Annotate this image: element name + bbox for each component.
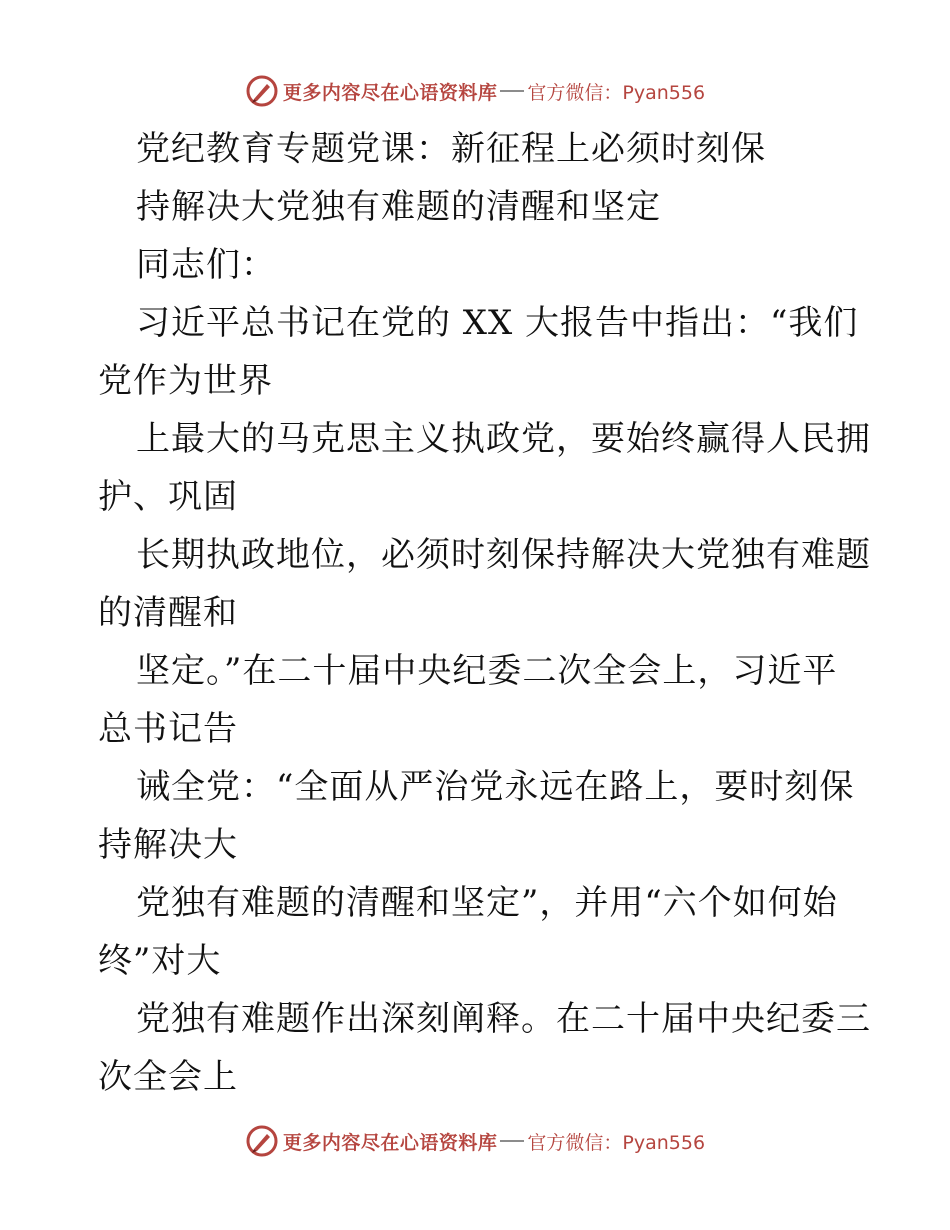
body-line: 的清醒和	[98, 593, 238, 633]
body-line: 次全会上	[98, 1057, 238, 1097]
title-line-1: 党纪教育专题党课：新征程上必须时刻保	[136, 129, 766, 169]
salutation: 同志们：	[136, 245, 276, 285]
pen-logo-icon	[245, 1124, 279, 1158]
body-line: 持解决大	[98, 825, 238, 865]
banner-wechat: 官方微信：Pyan556	[527, 81, 706, 104]
body-line: 长期执政地位，必须时刻保持解决大党独有难题	[136, 535, 871, 575]
header-banner	[0, 71, 950, 111]
document-body	[98, 120, 871, 1106]
body-line: 护、巩固	[98, 477, 238, 517]
body-line: 党独有难题的清醒和坚定”，并用“六个如何始	[136, 883, 838, 923]
body-line: 终”对大	[98, 941, 222, 981]
footer-banner	[0, 1121, 950, 1161]
body-line: 习近平总书记在党的 XX 大报告中指出：“我们	[136, 303, 859, 343]
title-line-2: 持解决大党独有难题的清醒和坚定	[136, 187, 661, 227]
body-line: 诫全党：“全面从严治党永远在路上，要时刻保	[136, 767, 855, 807]
body-line: 总书记告	[98, 709, 238, 749]
banner-title: 更多内容尽在心语资料库	[282, 1131, 498, 1154]
banner-wechat: 官方微信：Pyan556	[527, 1131, 706, 1154]
body-line: 上最大的马克思主义执政党，要始终赢得人民拥	[136, 419, 871, 459]
banner-separator	[500, 90, 524, 92]
body-line: 坚定。”在二十届中央纪委二次全会上，习近平	[136, 651, 838, 691]
banner-title: 更多内容尽在心语资料库	[282, 81, 498, 104]
body-line: 党作为世界	[98, 361, 273, 401]
banner-separator	[500, 1140, 524, 1142]
pen-logo-icon	[245, 74, 279, 108]
body-line: 党独有难题作出深刻阐释。在二十届中央纪委三	[136, 999, 871, 1039]
